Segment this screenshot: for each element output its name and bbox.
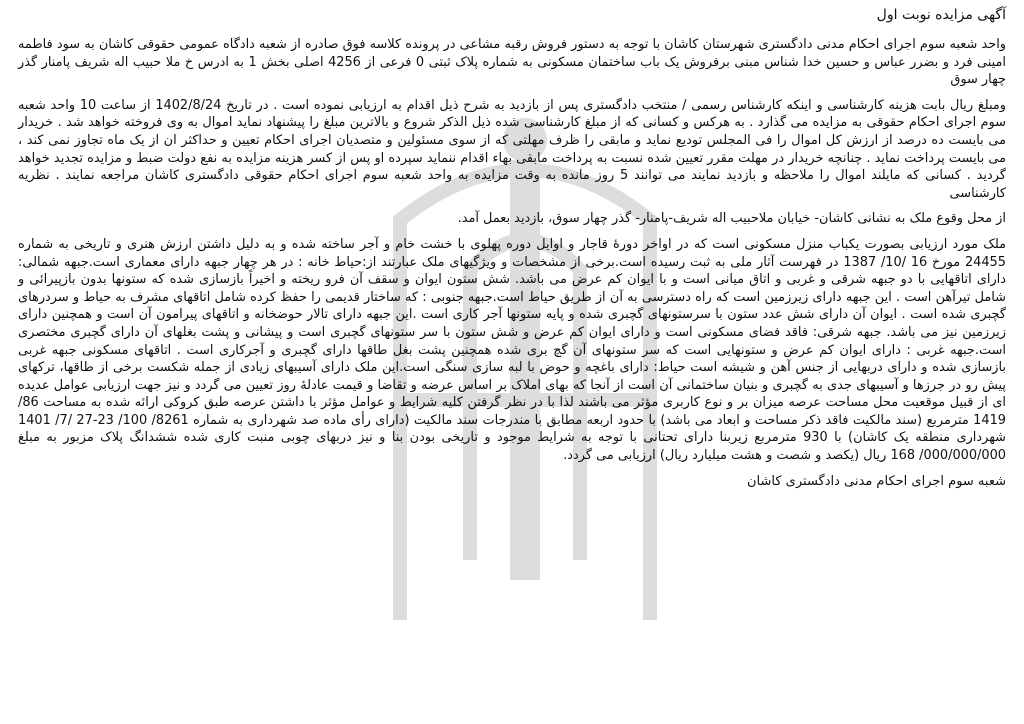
signature: شعبه سوم اجرای احکام مدنی دادگستری کاشان <box>747 473 1006 489</box>
auction-terms-paragraph: ومبلغ ریال بابت هزینه کارشناسی و اینکه کارشناس رسمی / منتخب دادگستری پس از بازدید به شرح ذیل اقدام به ارزیابی نموده است . در تاریخ 1402/8/24 از ساعت 10 واحد شعبه سوم اجرای احکام حقوقی به مزایده می گذارد . به هرکس و کسانی که از مبلغ کارشناسی شده ذیل الذکر شروع و بالاترین مبلغ را پیشنهاد نماید اموال به وی فروخته خواهد شد . خریدار می بایست ده درصد از ارزش کل اموال را فی المجلس تودیع نماید و مابقی را ظرف مهلتی که از سوی مسئولین و متصدیان اجرای احکام تعیین و حداکثر ان از یک ماه تجاوز نمی کند ، می بایست پرداخت نماید . چنانچه خریدار در مهلت مقرر تعیین شده نسبت به پرداخت مابقی بهاء اقدام ننماید سپرده او پس از کسر هزینه مزایده به نفع دولت ضبط و مزایده تجدید خواهد گردید . کسانی که مایلند اموال را ملاحظه و بازدید نمایند می توانند 5 روز مانده به وقت مزایده به واحد شعبه سوم اجرای احکام حقوقی دادگستری کاشان مراجعه نمایند . نظریه کارشناسی <box>18 97 1006 201</box>
property-description-paragraph: ملک مورد ارزیابی بصورت یکباب منزل مسکونی است که در اواخر دورهٔ قاجار و اوایل دوره پهلوی با خشت خام و آجر ساخته شده و به دلیل داشتن ارزش هنری و تاریخی به شماره 24455 مورخ 16 /10/ 1387 در فهرست آثار ملی به ثبت رسیده است.برخی از مشخصات و ویژگیهای ملک عبارتند از:حیاط خانه : در هر چهار جبهه دارای معماری است.جبهه شمالی: دارای اتاقهایی با دو جبهه شرقی و غربی و اتاق میانی است و با ایوان کم عرض می باشد. شش ستون ایوان و سقف آن فرو ریخته و اخیراً بازسازی شده که ستونها بدون بازپیرائی و شامل تیرآهن است . این جبهه دارای زیرزمین است که راه دسترسی به آن از طریق حیاط است.جبهه جنوبی : که ساختار قدیمی را حفظ کرده شامل اتاقهای مشرف به حیاط و سردرهای گچبری شده است . ایوان آن دارای شش عدد ستون با سرستونهای گچبری شده و پایه ستونها آجر کاری است .این جبهه دارای تالار حوضخانه و اتاقهای پیرامون آن است و همچنین دارای زیرزمین نیز می باشد. جبهه شرقی: فاقد فضای مسکونی است و دارای ایوان کم عرض و شش ستون با سر ستونهای گچبری است و پیشانی و پشت بغلهای آن دارای گچبری مختصری است.جبهه غربی : دارای ایوان کم عرض و ستونهایی است که سر ستونهای آن گچ بری شده همچنین پشت بغل طاقها دارای گچبری و آجرکاری است . اتاقهای مسکونی جبهه غربی بازسازی شده و دارای دربهایی از جنس آهن و شیشه است حیاط: دارای باغچه و حوض با لبه سازی سنگی است.این ملک دارای آسیبهای زیادی از جمله شکست برخی از طاقها، ترکهای پیش رو در جرزها و آسیبهای جدی به گچبری و بنیان ساختمانی آن است از آنجا که بهای املاک بر اساس عرضه و تقاضا و قیمت عادلهٔ روز تعیین می گردد و نیز جهت ارزیابی عوامل عدیده ای از قبیل موقعیت محل مساحت عرصه میزان بر و نوع کاربری مؤثر می باشند لذا با در نظر گرفتن کلیه شرایط و عوامل مؤثر با داشتن عرصه طبق کروکی ارائه شده به مساحت 86/ 1419 مترمربع (سند مالکیت فاقد ذکر مساحت و ابعاد می باشد) با حدود اربعه مطابق با مندرجات سند مالکیت (دارای رأی ماده صد شهرداری به شماره 8261/ 100/ 23-27 /7/ 1401 شهرداری منطقه یک کاشان) با 930 مترمربع زیربنا دارای تحتانی با توجه به شرایط موجود و تاریخی بودن بنا و نیز دربهای چوبی منبت کاری شده ششدانگ پلاک مزبور به مبلغ 000/000/000/ 168 ریال (یکصد و شصت و هشت میلیارد ریال) ارزیابی می گردد. <box>18 236 1006 464</box>
auction-notice <box>18 4 1006 490</box>
inspection-paragraph: از محل وقوع ملک به نشانی کاشان- خیابان ملاحبیب اله شریف-پامنار- گذر چهار سوق، بازدید بعمل آمد. <box>457 211 1006 227</box>
notice-title: آگهی مزایده نوبت اول <box>876 7 1006 23</box>
intro-paragraph: واحد شعبه سوم اجرای احکام مدنی دادگستری شهرستان کاشان با توجه به دستور فروش رقبه مشاعی در پرونده کلاسه فوق صادره از شعبه دادگاه عمومی حقوقی کاشان به سود فاطمه امینی فرد و بضرر عباس و حسین خدا شناس مبنی برفروش یک باب ساختمان مسکونی به شماره پلاک ثبتی 0 فرعی از 4256 اصلی بخش 1 به ادرس خ ملا حبیب اله شریف پامنار گذر چهار سوق <box>18 37 1006 88</box>
